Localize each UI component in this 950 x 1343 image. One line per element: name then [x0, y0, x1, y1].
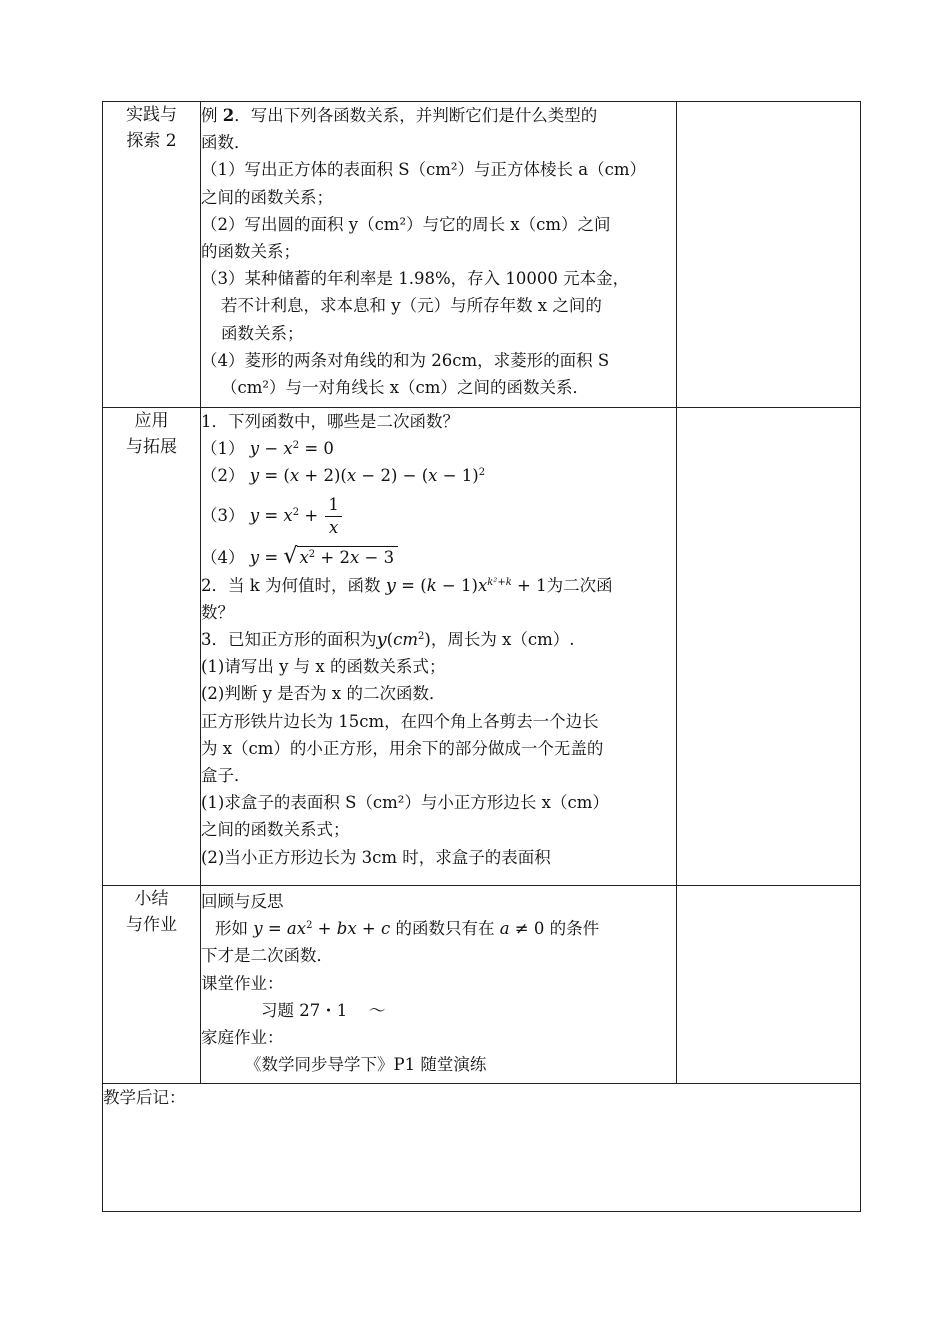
q2-suffix: 为二次函: [546, 575, 613, 595]
text-line: 若不计利息，求本息和 y（元）与所存年数 x 之间的: [221, 296, 602, 316]
label-line: 与作业: [126, 915, 177, 935]
label-line: 小结: [134, 889, 169, 909]
sqrt-icon: √: [283, 543, 298, 569]
question-2: 2．当 k 为何值时，函数 $y = (k - 1)x^{k^2+k} + 1$为二次函: [201, 574, 613, 596]
q3-suffix: ，周长为 x（cm）.: [430, 630, 575, 650]
afterword-cell: [103, 1084, 861, 1212]
homework-heading: 家庭作业：: [201, 1028, 284, 1048]
text-line: (2)当小正方形边长为 3cm 时，求盒子的表面积: [201, 847, 551, 867]
text-line: 正方形铁片边长为 15cm，在四个角上各剪去一个边长: [201, 711, 599, 731]
formula-2: （2） $y = (x + 2)(x - 2) - (x - 1)^2$: [201, 466, 486, 486]
row-application: [103, 408, 861, 886]
text-line: (1)请写出 y 与 x 的函数关系式；: [201, 657, 446, 677]
afterword-label: 教学后记：: [103, 1088, 186, 1107]
notes-cell: [677, 102, 861, 408]
formula-1: （1） $y - x^2 = 0$: [201, 439, 334, 459]
fraction: $\frac{1}{x}$: [325, 494, 342, 539]
text-line: 下才是二次函数．: [201, 946, 333, 966]
definition-line: 形如 $y = ax^2$ + bx + c 的函数只有在 a ≠ 0 的条件: [215, 919, 600, 939]
def-suffix: 的条件: [549, 919, 600, 939]
row-afterword: [103, 1084, 861, 1212]
review-heading: 回顾与反思: [201, 892, 284, 911]
label-line: 应用: [134, 411, 169, 431]
text-line: (2)判断 y 是否为 x 的二次函数．: [201, 684, 446, 704]
application-content: [201, 408, 677, 886]
example-text: ．写出下列各函数关系，并判断它们是什么类型的: [234, 106, 598, 125]
lesson-plan-sheet: [102, 101, 860, 1213]
text-line: 之间的函数关系式；: [201, 820, 350, 840]
text-line: 为 x（cm）的小正方形，用余下的部分做成一个无盖的: [201, 738, 604, 758]
text-line: 数？: [201, 602, 234, 622]
text-line: （1）写出正方体的表面积 S（cm²）与正方体棱长 a（cm）: [201, 160, 647, 180]
text-line: （3）某种储蓄的年利率是 1.98%，存入 10000 元本金，: [201, 269, 630, 289]
row-summary: [103, 886, 861, 1084]
classwork-item: 习题 27・1 ～: [261, 1000, 386, 1020]
text-line: 之间的函数关系；: [201, 187, 333, 207]
item-number: （1）: [201, 439, 245, 459]
row-label-summary: [103, 886, 201, 1084]
text-line: 函数．: [201, 133, 251, 153]
example-prefix: 例: [201, 106, 223, 125]
example-heading: [201, 102, 676, 129]
text-line: （cm²）与一对角线长 x（cm）之间的函数关系．: [221, 378, 589, 398]
notes-cell: [677, 886, 861, 1084]
question-1: 1．下列函数中，哪些是二次函数？: [201, 412, 459, 431]
item-number: （3）: [201, 505, 245, 525]
item-number: （4）: [201, 547, 245, 567]
text-line: (1)求盒子的表面积 S（cm²）与小正方形边长 x（cm）: [201, 793, 609, 813]
lesson-plan-table: [102, 101, 861, 1212]
question-3: 3．已知正方形的面积为$y(cm^2)$，周长为 x（cm）.: [201, 629, 575, 651]
def-middle: 的函数只有在: [395, 919, 495, 939]
text-line: 函数关系；: [221, 323, 304, 343]
formula-3: （3） $y = x^2$ + $\frac{1}{x}$: [201, 490, 676, 542]
text-line: 的函数关系；: [201, 242, 300, 262]
row-label-practice: [103, 102, 201, 408]
classwork-heading: 课堂作业：: [201, 973, 284, 993]
homework-item: 《数学同步导学下》P1 随堂演练: [245, 1055, 487, 1075]
text-line: （2）写出圆的面积 y（cm²）与它的周长 x（cm）之间: [201, 214, 611, 234]
label-line: 与拓展: [126, 437, 177, 457]
notes-cell: [677, 408, 861, 886]
label-line: 探索 2: [126, 131, 177, 151]
q3-prefix: 3．已知正方形的面积为: [201, 630, 377, 650]
summary-content: [201, 886, 677, 1084]
text-line: （4）菱形的两条对角线的和为 26cm，求菱形的面积 S: [201, 350, 610, 370]
item-number: （2）: [201, 466, 245, 486]
practice-content: [201, 102, 677, 408]
def-prefix: 形如: [215, 919, 248, 939]
q2-prefix: 2．当 k 为何值时，函数: [201, 575, 381, 595]
text-line: 盒子．: [201, 766, 251, 786]
row-practice: [103, 102, 861, 408]
formula-4: （4） y = √ $x^2 + 2x - 3$: [201, 542, 676, 572]
label-line: 实践与: [126, 105, 177, 125]
row-label-application: [103, 408, 201, 886]
example-number: 2: [222, 106, 235, 125]
